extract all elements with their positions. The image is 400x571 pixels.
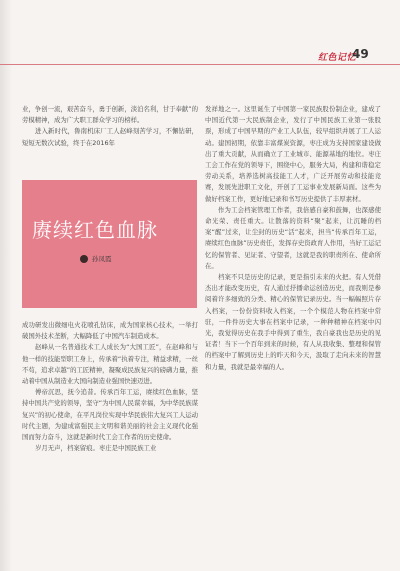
paragraph: 岁月无声，档案留痕。枣庄是中国民族工业 xyxy=(35,444,157,453)
left-column-top xyxy=(22,104,198,149)
right-column xyxy=(205,104,381,373)
page-number: 49 xyxy=(352,47,369,61)
paragraph: 傅帝沉思，抚今追昔。传承百年工运，赓续红色血脉，坚持中国共产党的领导，坚守“为中国人民谋幸福，为中华民族谋复兴”的初心使命，在平凡岗位实现中华民族伟大复兴工人运动时代主题，为建成富强民主文明和谐美丽的社会主义现代化强国而努力奋斗，这就是新时代工会工作者的历史使命。 xyxy=(22,388,198,442)
paragraph: 赵峰从一名普通技术工人成长为“大国工匠”，在赵峰和与他一样的技能型职工身上，传承着“执着专注，精益求精，一丝不苟，追求卓越”的工匠精神，凝聚成民族复兴的磅礴力量，推动着中国从制造业大国向制造业强国快速迈进。 xyxy=(22,343,198,386)
title-banner xyxy=(22,180,197,308)
paragraph: 发祥地之一。这里诞生了中国第一家民族股份制企业，建成了中国近代第一大民族制企业，发行了中国民族工业第一张股票，形成了中国早期的产业工人队伍，较早组织并展了工人运动。建国初期，依靠丰富煤炭资源，枣庄成为支持国家建设做出了重大贡献，从而确立了工业城市、能源基地的地位。枣庄工会工作在党的领导下，围绕中心，服务大局，构建和谐稳定劳动关系，培养选树高技能工人才，广泛开展劳动和技能竞赛，发展先进职工文化，开创了工运事业发展新局面。这些为做好档案工作，更好地记录和书写历史提供了丰厚素材。 xyxy=(205,105,381,203)
paragraph: 作为工会档案管理工作者，我倍感自豪和鼓舞，也深感使命光荣、责任重大。让散落的资料“聚”起来，让沉睡的档案“醒”过来，让尘封的历史“活”起来，担当“传承百年工运，赓续红色血脉”历史责任，发挥存史资政育人作用，当好工运记忆的保管者、见证者、守望者，这就是我的职责所在、使命所在。 xyxy=(205,205,381,270)
paragraph: 档案不只是历史的记录，更是指引未来的火把。有人凭借杰出才能改变历史，有人通过抒播命运创造历史，而我则是参阅着许多细致的分类、精心的保管记录历史。当一幅幅照片存入档案，一份份资料收入档案，一个个模范人物在档案中常驻，一件件历史大事在档案中记录，一种种精神在档案中闪光，我觉得历史在我手中得到了重生，我自豪我也是历史的见证者！当下一个百年到来的时候，有人从我收集、整理和保管的档案中了解到历史上的昨天和今天，汲取了走向未来的智慧和力量，我就是最幸福的人。 xyxy=(205,273,381,371)
header-divider xyxy=(0,64,400,65)
article-title: 赓续红色血脉 xyxy=(32,218,158,242)
left-column-bottom xyxy=(22,320,198,454)
paragraph: 业，争创一流，艰苦奋斗，勇于创新，淡泊名利，甘于奉献”的劳模精神，成为广大职工群众学习的榜样。 xyxy=(22,105,198,125)
pen-icon xyxy=(80,255,88,263)
author-name: 孙凤霞 xyxy=(92,255,112,263)
paragraph: 进入新时代，鲁南机床厂工人赵峰刻苦学习，不懈钻研，短短无数次试验，终于在2016年 xyxy=(22,127,198,147)
binding-shadow xyxy=(0,0,12,571)
byline xyxy=(80,254,112,263)
paragraph: 成功研发出微细电火花喷孔钻床，成为国家核心技术，一举打破国外技术垄断，大幅降低了中国汽车制造成本。 xyxy=(22,321,198,341)
section-badge: 红色记忆 xyxy=(318,53,357,63)
